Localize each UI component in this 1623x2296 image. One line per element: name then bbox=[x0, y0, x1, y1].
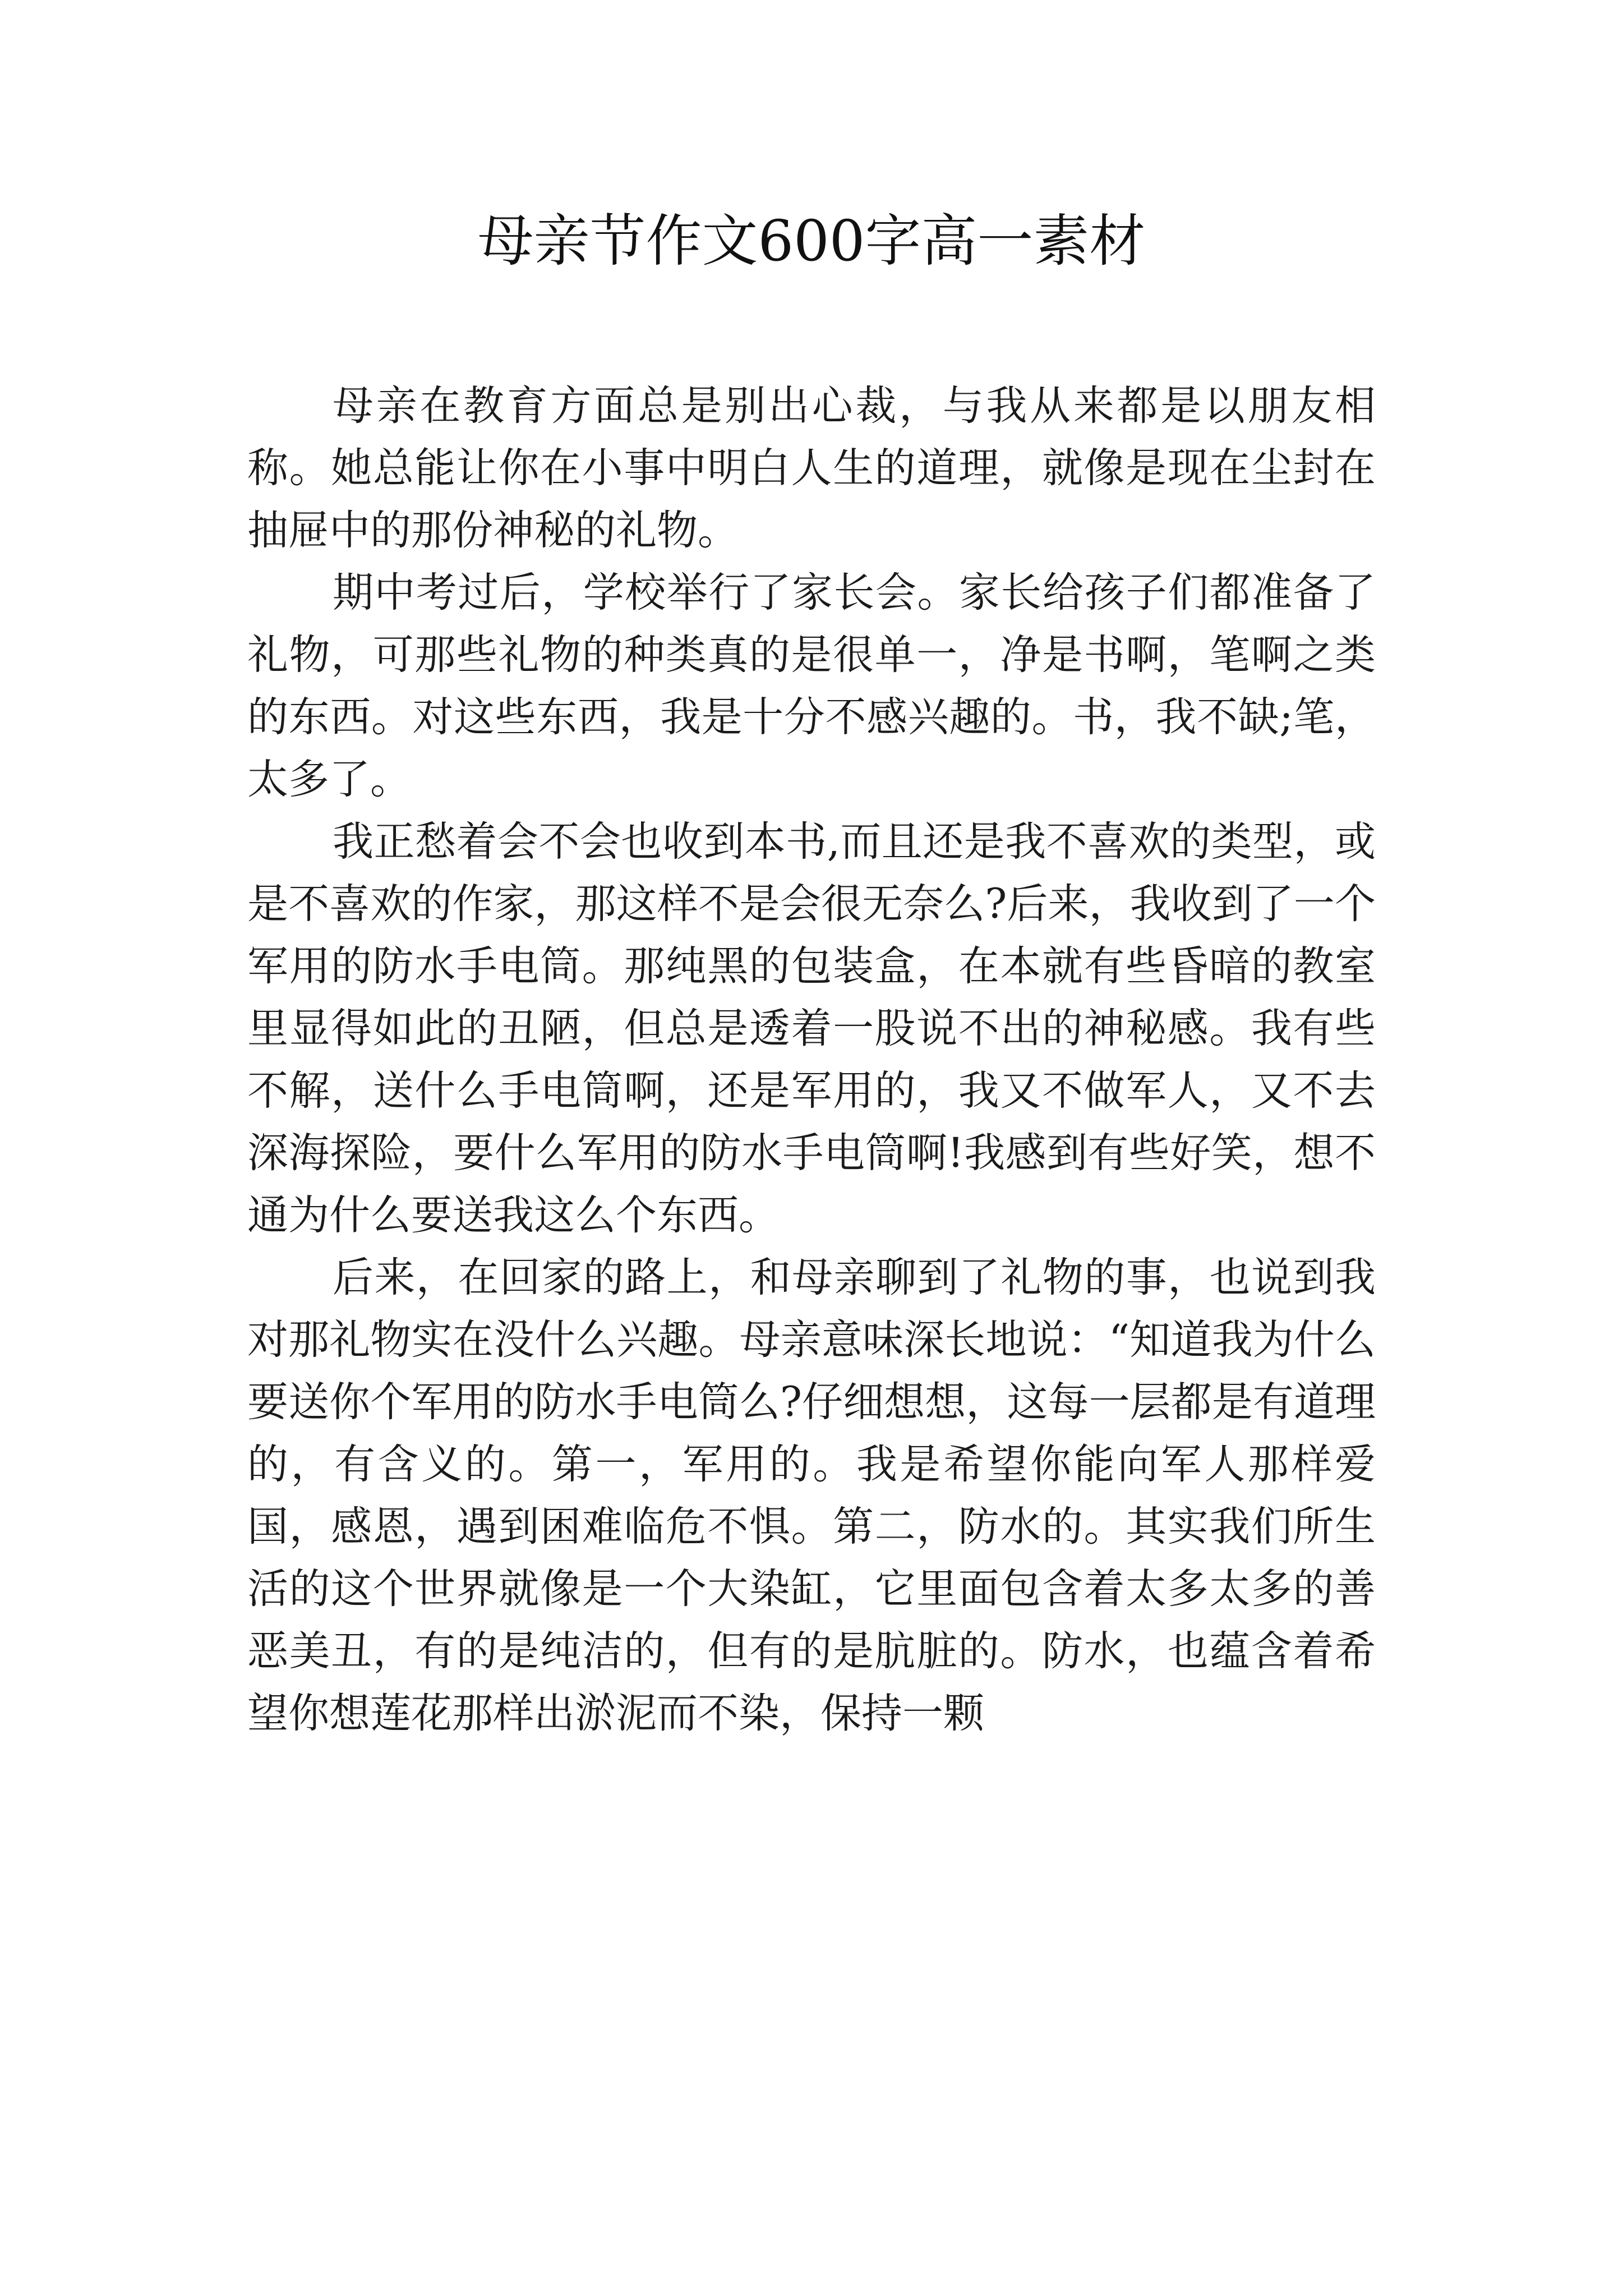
paragraph-2: 期中考过后，学校举行了家长会。家长给孩子们都准备了礼物，可那些礼物的种类真的是很单一，净是书啊，笔啊之类的东西。对这些东西，我是十分不感兴趣的。书，我不缺;笔，太多了。 bbox=[247, 569, 1376, 803]
paragraph-1: 母亲在教育方面总是别出心裁，与我从来都是以朋友相称。她总能让你在小事中明白人生的道理，就像是现在尘封在抽屉中的那份神秘的礼物。 bbox=[247, 382, 1376, 554]
paragraph-3: 我正愁着会不会也收到本书,而且还是我不喜欢的类型，或是不喜欢的作家，那这样不是会很无奈么?后来，我收到了一个军用的防水手电筒。那纯黑的包装盒，在本就有些昏暗的教室里显得如此的丑陋，但总是透着一股说不出的神秘感。我有些不解，送什么手电筒啊，还是军用的，我又不做军人，又不去深海探险，要什么军用的防水手电筒啊!我感到有些好笑，想不通为什么要送我这么个东西。 bbox=[247, 818, 1376, 1239]
paragraph-4: 后来，在回家的路上，和母亲聊到了礼物的事，也说到我对那礼物实在没什么兴趣。母亲意味深长地说：“知道我为什么要送你个军用的防水手电筒么?仔细想想，这每一层都是有道理的，有含义的。第一，军用的。我是希望你能向军人那样爱国，感恩，遇到困难临危不惧。第二，防水的。其实我们所生活的这个世界就像是一个大染缸，它里面包含着太多太多的善恶美丑，有的是纯洁的，但有的是肮脏的。防水，也蕴含着希望你想莲花那样出淤泥而不染，保持一颗 bbox=[247, 1254, 1376, 1737]
document-title: 母亲节作文600字高一素材 bbox=[477, 208, 1146, 274]
document-body bbox=[247, 375, 1376, 1745]
